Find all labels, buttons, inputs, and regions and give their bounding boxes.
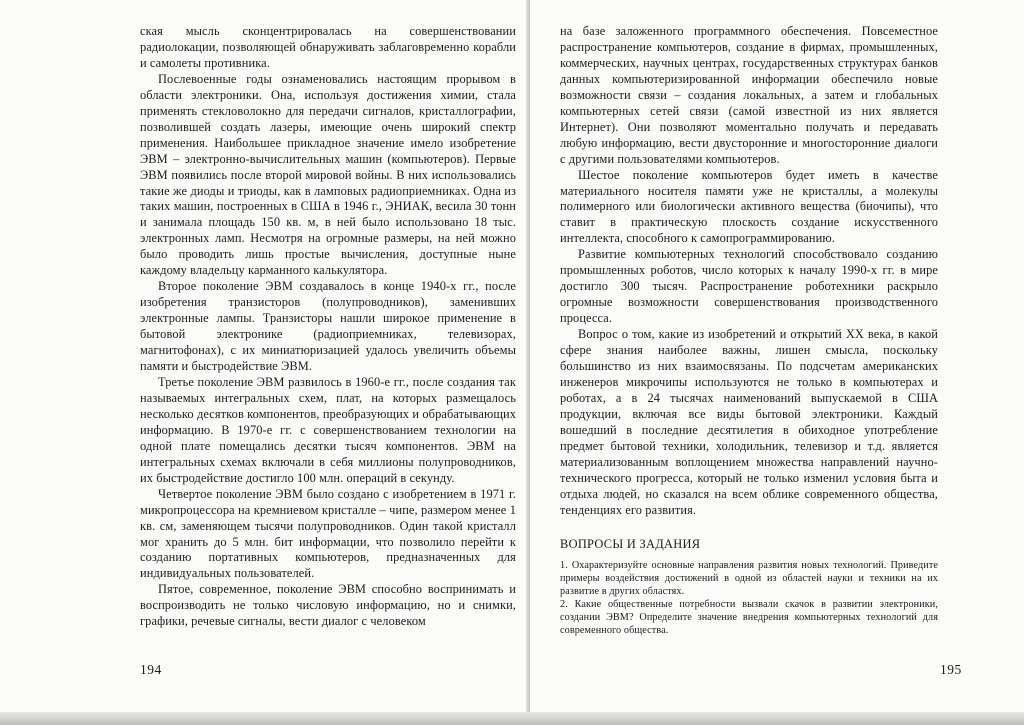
page-number: 195: [940, 662, 962, 677]
section-heading: ВОПРОСЫ И ЗАДАНИЯ: [560, 536, 701, 551]
paragraph: Четвертое поколение ЭВМ было создано с изобретением в 1971 г. микропроцессора на кремниевом кристалле – чипе, размером менее 1 кв. см, заменяющем тысячи полупроводников. Один такой кристалл мог хранить до 5 млн. бит информации, что позволило перейти к созданию портативных компьютеров, предназначенных для индивидуальных пользователей.: [140, 486, 516, 581]
task-item: 1. Охарактеризуйте основные направления развития новых технологий. Приведите примеры воздействия достижений в одной из областей науки и техники на их развитие в других областях.: [560, 559, 938, 597]
paragraph: Послевоенные годы ознаменовались настоящим прорывом в области электроники. Она, используя достижения химии, стала применять стекловолокно для передачи сигналов, кристаллографии, позволившей создать лазеры, имеющие очень широкий спектр применения. Наибольшее прикладное значение имело изобретение ЭВМ – электронно-вычислительных машин (компьютеров). Первые ЭВМ появились после второй мировой войны. В них использовались такие же диоды и триоды, как в ламповых радиоприемниках. Одна из таких машин, построенных в США в 1946 г., ЭНИАК, весила 30 тонн и занимала площадь 150 кв. м, в ней было использовано 18 тыс. электронных ламп. Несмотря на огромные размеры, на ней можно было проводить лишь простые вычисления, доступные ныне каждому владельцу карманного калькулятора.: [140, 71, 516, 278]
paragraph: Третье поколение ЭВМ развилось в 1960-е гг., после создания так называемых интегральных схем, плат, на которых размещалось несколько десятков компонентов, преобразующих и обрабатывающих информацию. В 1970-е гг. с совершенствованием технологии на одной плате помещались десятки тысяч компонентов. ЭВМ на интегральных схемах включали в себя миллионы полупроводников, их быстродействие достигло 100 млн. операций в секунду.: [140, 374, 516, 485]
paragraph: Развитие компьютерных технологий способствовало созданию промышленных роботов, число которых к началу 1990-х гг. в мире достигло 300 тысяч. Распространение роботехники раскрыло огромные возможности совершенствования производственного процесса.: [560, 247, 938, 326]
paragraph: Шестое поколение компьютеров будет иметь в качестве материального носителя памяти уже не кристаллы, а молекулы полимерного или биологически активного вещества (биочипы), что ставит в практическую плоскость создание искусственного интеллекта, способного к самопрограммированию.: [560, 167, 938, 246]
paragraph: Пятое, современное, поколение ЭВМ способно воспринимать и воспроизводить не только числовую информацию, но и снимки, графики, речевые сигналы, вести диалог с человеком: [140, 582, 516, 629]
right-page-text: [560, 24, 938, 637]
left-page-text: [140, 24, 516, 630]
paragraph: ская мысль сконцентрировалась на совершенствовании радиолокации, позволяющей обнаруживать заблаговременно корабли и самолеты противника.: [140, 24, 516, 70]
paragraph: Второе поколение ЭВМ создавалось в конце 1940-х гг., после изобретения транзисторов (полупроводников), заменивших электронные лампы. Транзисторы нашли широкое применение в бытовой электронике (радиоприемниках, телевизорах, магнитофонах), с их миниатюризацией удалось увеличить объемы памяти и быстродействие ЭВМ.: [140, 279, 516, 374]
right-page: [530, 0, 1024, 725]
tasks-list: [560, 559, 938, 637]
page-edge-shadow: [0, 712, 1024, 725]
page-number: 194: [140, 662, 162, 677]
task-item: 2. Какие общественные потребности вызвали скачок в развитии электроники, создании ЭВМ? Определите значение внедрения компьютерных технологий для современного общества.: [560, 598, 938, 636]
paragraph: Вопрос о том, какие из изобретений и открытий XX века, в какой сфере знания наиболее важны, лишен смысла, поскольку большинство из них взаимосвязаны. По подсчетам американских инженеров микрочипы используются не только в компьютерах и роботах, а в 24 тысячах наименований выпускаемой в США продукции, включая все виды бытовой электроники. Каждый вошедший в последние десятилетия в обиходное употребление предмет бытовой техники, холодильник, телевизор и т.д. является материализованным воплощением множества направлений научно-технического прогресса, который не только изменил условия быта и отдыха людей, но сказался на всем облике современного общества, тенденциях его развития.: [560, 327, 938, 517]
paragraph: на базе заложенного программного обеспечения. Повсеместное распространение компьютеров, создание в фирмах, промышленных, коммерческих, научных центрах, государственных структурах банков данных компьютеризированной информации обеспечило новые возможности связи – создания локальных, а затем и глобальных компьютерных сетей связи (самой известной из них является Интернет). Они позволяют моментально получать и передавать любую информацию, вести двусторонние и многосторонние диалоги с другими пользователями компьютеров.: [560, 24, 938, 166]
